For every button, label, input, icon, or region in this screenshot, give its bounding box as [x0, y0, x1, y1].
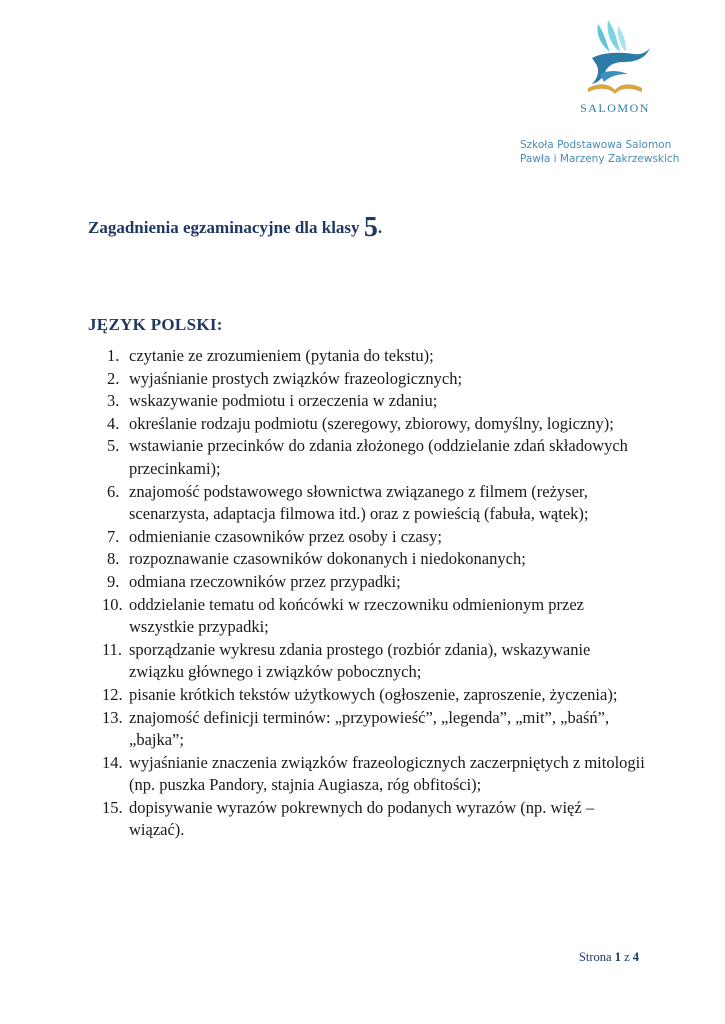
- school-name: [520, 138, 720, 166]
- item-text: znajomość podstawowego słownictwa związanego z filmem (reżyser, scenarzysta, adaptacja filmowa itd.) oraz z powieścią (fabuła, wątek);: [129, 481, 589, 524]
- item-text: sporządzanie wykresu zdania prostego (rozbiór zdania), wskazywanie związku głównego i związków pobocznych;: [129, 639, 591, 682]
- footer-total-pages: 4: [632, 950, 639, 964]
- list-item: [88, 684, 648, 707]
- item-text: znajomość definicji terminów: „przypowieść”, „legenda”, „mit”, „baśń”, „bajka”;: [129, 707, 610, 750]
- item-number: 7.: [107, 526, 120, 546]
- page-title: [88, 212, 382, 244]
- school-name-line-2: Pawła i Marzeny Zakrzewskich: [520, 153, 680, 165]
- item-text: określanie rodzaju podmiotu (szeregowy, zbiorowy, domyślny, logiczny);: [129, 413, 614, 433]
- item-number: 2.: [107, 368, 120, 388]
- item-text: pisanie krótkich tekstów użytkowych (ogłoszenie, zaproszenie, życzenia);: [129, 684, 618, 704]
- item-text: wstawianie przecinków do zdania złożonego (oddzielanie zdań składowych przecinkami);: [129, 436, 628, 478]
- list-item: [88, 594, 648, 639]
- item-text: wyjaśnianie znaczenia związków frazeologicznych zaczerpniętych z mitologii (np. puszka Pandory, stajnia Augiasza, róg obfitości);: [129, 752, 645, 795]
- item-number: 5.: [107, 436, 120, 456]
- item-text: rozpoznawanie czasowników dokonanych i niedokonanych;: [129, 549, 526, 569]
- item-number: 1.: [107, 346, 120, 365]
- list-item: [88, 390, 648, 413]
- item-number: 14.: [102, 752, 123, 772]
- footer-separator: z: [624, 950, 630, 964]
- item-text: oddzielanie tematu od końcówki w rzeczowniku odmienionym przez wszystkie przypadki;: [129, 594, 584, 637]
- school-name-line-1: Szkoła Podstawowa Salomon: [520, 139, 672, 151]
- salomon-logo: [570, 18, 660, 123]
- list-item: [88, 571, 648, 594]
- item-number: 4.: [107, 413, 120, 433]
- list-item: [88, 526, 648, 549]
- item-number: 3.: [107, 391, 120, 411]
- list-item: [88, 548, 648, 571]
- item-text: dopisywanie wyrazów pokrewnych do podanych wyrazów (np. więź – wiązać).: [129, 797, 595, 840]
- item-number: 13.: [102, 707, 123, 727]
- item-number: 10.: [102, 594, 123, 614]
- list-item: [88, 368, 648, 391]
- item-text: odmiana rzeczowników przez przypadki;: [129, 571, 401, 591]
- item-text: wskazywanie podmiotu i orzeczenia w zdaniu;: [129, 391, 438, 411]
- list-item: [88, 435, 648, 480]
- topics-list: [88, 345, 648, 842]
- list-item: [88, 413, 648, 436]
- item-number: 11.: [102, 639, 123, 659]
- footer-current-page: 1: [614, 950, 621, 964]
- list-item: [88, 481, 648, 526]
- page-footer: [579, 950, 639, 965]
- item-number: 9.: [107, 571, 120, 591]
- item-number: 12.: [102, 684, 123, 704]
- section-heading: JĘZYK POLSKI:: [88, 315, 223, 334]
- list-item: [88, 345, 648, 368]
- page-title-text: Zagadnienia egzaminacyjne dla klasy: [88, 218, 360, 237]
- logo-wordmark: SALOMON: [580, 101, 650, 115]
- item-number: 15.: [102, 797, 123, 817]
- page-title-suffix: .: [377, 218, 383, 237]
- item-number: 8.: [107, 549, 120, 569]
- list-item: [88, 797, 648, 842]
- list-item: [88, 707, 648, 752]
- salomon-bird-icon: [570, 18, 660, 100]
- item-text: odmienianie czasowników przez osoby i czasy;: [129, 526, 442, 546]
- class-number: 5: [363, 212, 378, 243]
- item-number: 6.: [107, 481, 120, 501]
- item-text: wyjaśnianie prostych związków frazeologicznych;: [129, 368, 463, 388]
- item-text: czytanie ze zrozumieniem (pytania do tekstu);: [129, 346, 434, 365]
- footer-label: Strona: [578, 950, 612, 964]
- list-item: [88, 639, 648, 684]
- list-item: [88, 752, 648, 797]
